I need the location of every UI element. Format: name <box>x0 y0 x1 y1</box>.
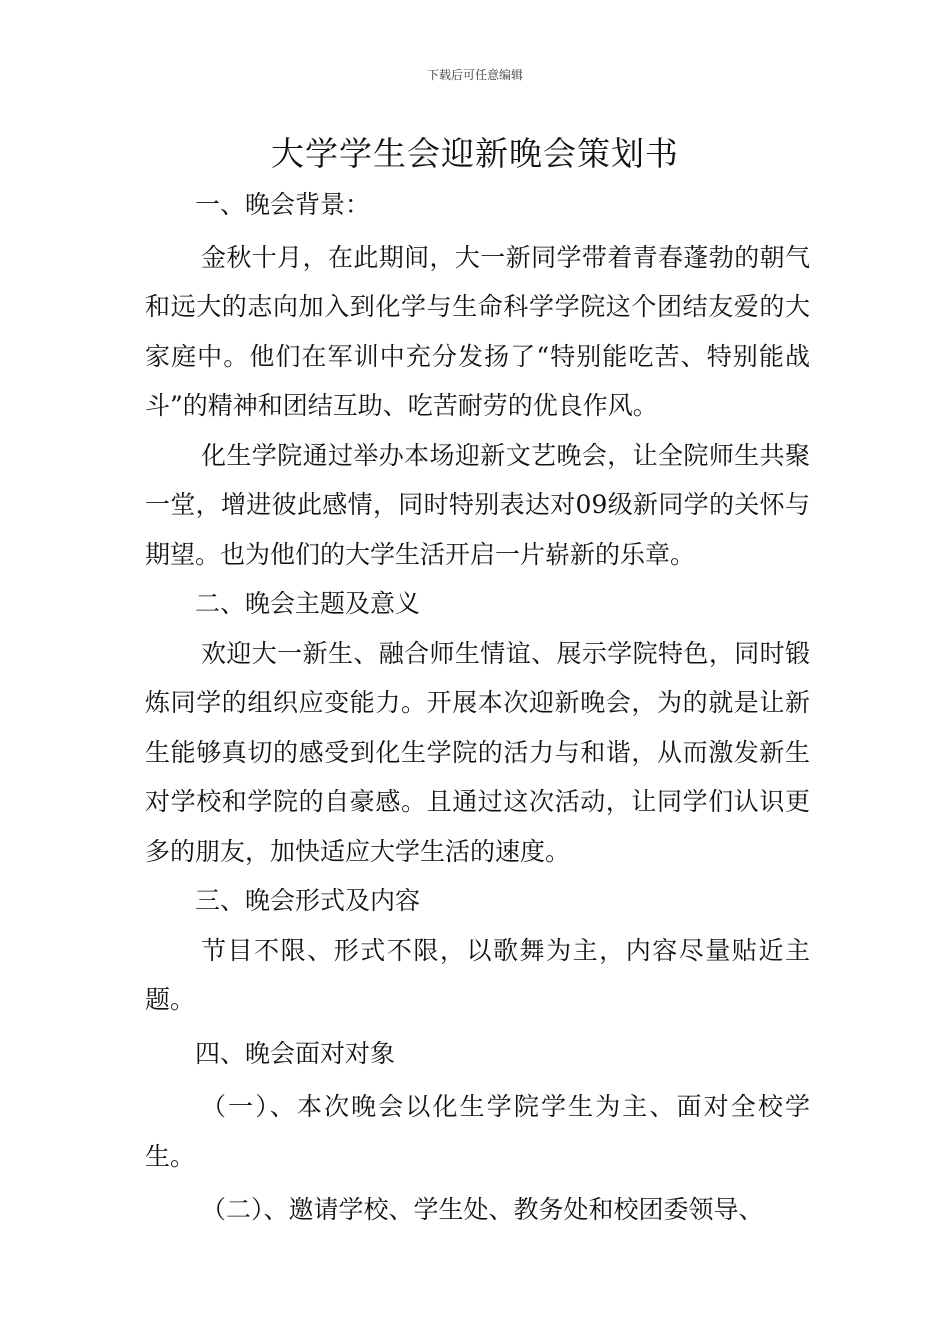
paragraph-audience-1: （一）、本次晚会以化生学院学生为主、面对全校学生。 <box>145 1092 810 1171</box>
section-heading-format: 三、晚会形式及内容 <box>195 886 421 915</box>
section-heading-audience: 四、晚会面对对象 <box>195 1038 396 1068</box>
section-heading-background: 一、晚会背景： <box>195 190 371 219</box>
document-body <box>145 180 810 1235</box>
paragraph-background-1: 金秋十月，在此期间，大一新同学带着青春蓬勃的朝气和远大的志向加入到化学与生命科学学院这个团结友爱的大家庭中。他们在军训中充分发扬了“特别能吃苦、特别能战斗”的精神和团结互助、吃苦耐劳的优良作风。 <box>145 242 810 420</box>
section-heading-theme: 二、晚会主题及意义 <box>195 589 421 618</box>
paragraph-format-1: 节目不限、形式不限，以歌舞为主，内容尽量贴近主题。 <box>145 935 810 1014</box>
document-title: 大学学生会迎新晚会策划书 <box>271 134 679 173</box>
header-note: 下载后可任意编辑 <box>426 68 523 82</box>
paragraph-audience-2: （二）、邀请学校、学生处、教务处和校团委领导、 <box>201 1195 764 1224</box>
paragraph-background-2: 化生学院通过举办本场迎新文艺晚会，让全院师生共聚一堂，增进彼此感情，同时特别表达对09级新同学的关怀与期望。也为他们的大学生活开启一片崭新的乐章。 <box>145 440 810 569</box>
paragraph-theme-1: 欢迎大一新生、融合师生情谊、展示学院特色，同时锻炼同学的组织应变能力。开展本次迎新晚会，为的就是让新生能够真切的感受到化生学院的活力与和谐，从而激发新生对学校和学院的自豪感。且通过这次活动，让同学们认识更多的朋友，加快适应大学生活的速度。 <box>145 638 810 866</box>
